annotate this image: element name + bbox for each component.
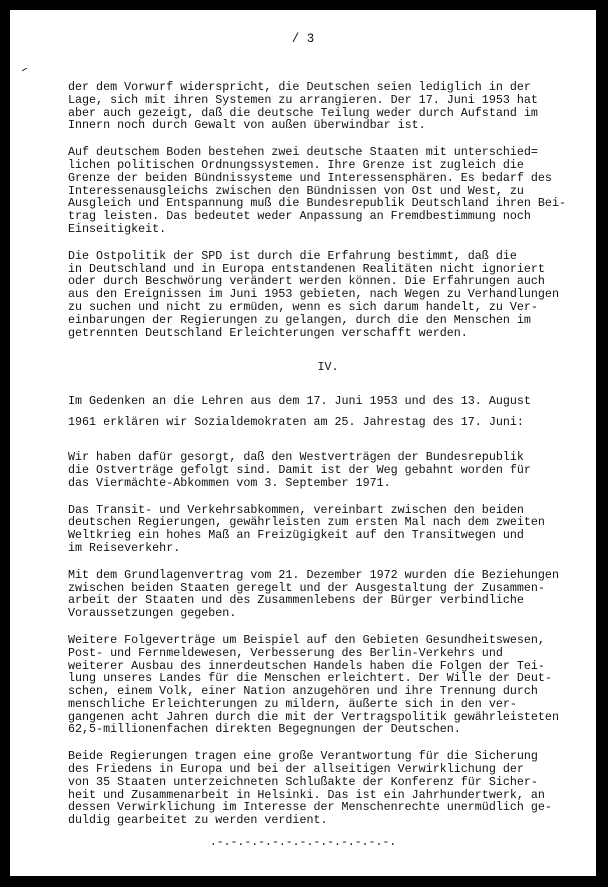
text-line: Beide Regierungen tragen eine große Verantwortung für die Sicherung: [68, 749, 538, 764]
intro-paragraph: [68, 391, 588, 433]
text-line: aber auch gezeigt, daß die deutsche Teilung weder durch Aufstand im: [68, 105, 538, 120]
text-line: zwischen beiden Staaten geregelt und der Ausgestaltung der Zusammen-: [68, 580, 545, 595]
text-line: Die Ostpolitik der SPD ist durch die Erfahrung bestimmt, daß die: [68, 248, 517, 263]
text-line: Einseitigkeit.: [68, 221, 167, 236]
text-line: arbeit der Staaten und des Zusammenlebens der Bürger verbindliche: [68, 593, 524, 608]
paragraph: [68, 634, 588, 736]
page-number: / 3: [291, 32, 315, 46]
text-line: trag leisten. Das bedeutet weder Anpassung an Fremdbestimmung noch: [68, 209, 531, 224]
text-line: gangenen acht Jahren durch die mit der Vertragspolitik gewährleisteten: [68, 709, 559, 724]
text-line: das Viermächte-Abkommen vom 3. September 1971.: [68, 475, 391, 490]
document-body: [68, 81, 588, 841]
text-line: des Friedens in Europa und bei der allseitigen Verwirklichung der: [68, 762, 524, 777]
text-line: Post- und Fernmeldewesen, Verbesserung des Berlin-Verkehrs und: [68, 645, 503, 660]
text-line: deutschen Regierungen, gewährleisten zum ersten Mal nach dem zweiten: [68, 515, 545, 530]
text-line: Auf deutschem Boden bestehen zwei deutsche Staaten mit unterschied=: [68, 145, 538, 160]
text-line: dessen Verwirklichung im Interesse der Menschenrechte unermüdlich ge-: [68, 800, 552, 815]
text-line: 62,5-millionenfachen direkten Begegnungen der Deutschen.: [68, 722, 461, 737]
text-line: schen, einem Volk, einer Nation anzugehören und ihre Trennung durch: [68, 684, 538, 699]
text-line: heit und Zusammenarbeit in Helsinki. Das ist ein Jahrhundertwerk, an: [68, 787, 545, 802]
text-line: aus den Ereignissen im Juni 1953 gebieten, nach Wegen zu Verhandlungen: [68, 287, 559, 302]
text-line: Weitere Folgeverträge um Beispiel auf den Gebieten Gesundheitswesen,: [68, 632, 545, 647]
text-line: Innern noch durch Gewalt von außen überwindbar ist.: [68, 118, 426, 133]
paragraph: [68, 451, 588, 489]
text-line: der dem Vorwurf widerspricht, die Deutschen seien lediglich in der: [68, 80, 531, 94]
paragraphs-bottom: [68, 451, 588, 827]
text-line: in Deutschland und in Europa entstandenen Realitäten nicht ignoriert: [68, 261, 545, 276]
section-heading: IV.: [317, 360, 339, 375]
text-line: Interessenausgleichs zwischen den Bündnissen von Ost und West, zu: [68, 183, 524, 198]
text-line: oder durch Beschwörung verändert werden können. Die Erfahrungen auch: [68, 274, 545, 289]
text-line: lichen politischen Ordnungssystemen. Ihre Grenze ist zugleich die: [68, 157, 524, 172]
text-line: Grenze der beiden Bündnissysteme und Interessensphären. Es bedarf des: [68, 170, 552, 185]
text-line: 1961 erklären wir Sozialdemokraten am 25. Jahrestag des 17. Juni:: [68, 415, 524, 430]
text-line: Mit dem Grundlagenvertrag vom 21. Dezember 1972 wurden die Beziehungen: [68, 567, 559, 582]
paragraph: [68, 250, 588, 340]
scan-speck-mark: [22, 68, 27, 72]
text-line: im Reiseverkehr.: [68, 540, 181, 555]
text-line: menschliche Erleichterungen zu mildern, äußerte sich in den ver-: [68, 696, 517, 711]
paragraphs-top: [68, 81, 588, 339]
paragraph: [68, 81, 588, 132]
paragraph: [68, 569, 588, 620]
text-line: Das Transit- und Verkehrsabkommen, vereinbart zwischen den beiden: [68, 502, 524, 517]
text-line: getrennten Deutschland Erleichterungen verschafft werden.: [68, 325, 468, 340]
footer-rule: .-.-.-.-.-.-.-.-.-.-.-.-.-.: [209, 836, 397, 849]
text-line: Ausgleich und Entspannung muß die Bundesrepublik Deutschland ihren Bei-: [68, 196, 566, 211]
text-line: Voraussetzungen gegeben.: [68, 606, 237, 621]
text-line: lung unseres Landes für die Menschen erleichtert. Der Wille der Deut-: [68, 671, 552, 686]
text-line: Weltkrieg ein hohes Maß an Freizügigkeit auf den Transitwegen und: [68, 528, 524, 543]
paragraph: [68, 750, 588, 827]
text-line: von 35 Staaten unterzeichneten Schlußakte der Konferenz für Sicher-: [68, 774, 538, 789]
text-line: zu suchen und nicht zu ermüden, wenn es sich darum handelt, zu Ver-: [68, 299, 538, 314]
text-line: einbarungen der Regierungen zu gelangen, durch die den Menschen im: [68, 312, 531, 327]
text-line: Lage, sich mit ihren Systemen zu arrangieren. Der 17. Juni 1953 hat: [68, 92, 538, 107]
text-line: weiterer Ausbau des innerdeutschen Handels haben die Folgen der Tei-: [68, 658, 545, 673]
text-line: Wir haben dafür gesorgt, daß den Westverträgen der Bundesrepublik: [68, 450, 524, 465]
text-line: Im Gedenken an die Lehren aus dem 17. Juni 1953 und des 13. August: [68, 394, 531, 409]
text-line: duldig gearbeitet zu werden verdient.: [68, 813, 328, 828]
document-page: [10, 10, 596, 876]
text-line: die Ostverträge gefolgt sind. Damit ist der Weg gebahnt worden für: [68, 462, 531, 477]
paragraph: [68, 146, 588, 236]
paragraph: [68, 504, 588, 555]
